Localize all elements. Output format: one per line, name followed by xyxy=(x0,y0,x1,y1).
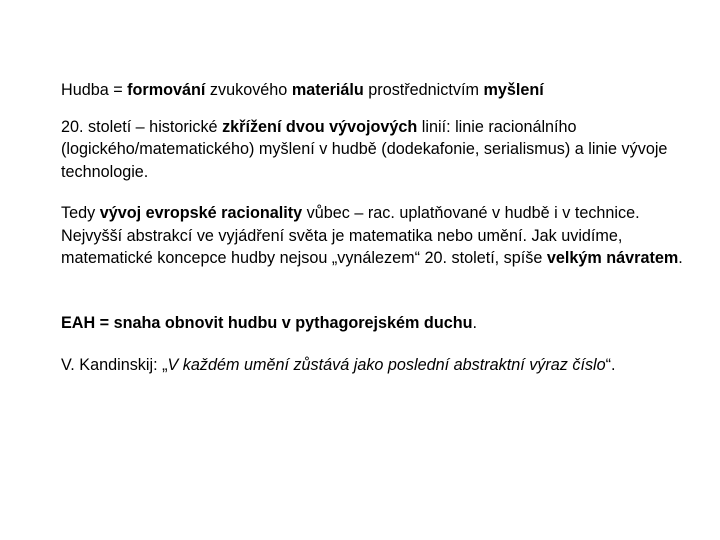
paragraph-european-rationality xyxy=(61,202,691,270)
text-run: 20. století – historické xyxy=(61,117,223,136)
text-run: V. Kandinskij: „ xyxy=(61,356,168,374)
emphasis-eah: EAH = snaha obnovit hudbu v pythagorejském duchu xyxy=(61,313,473,332)
emphasis-velkym-navratem: velkým návratem xyxy=(546,249,679,267)
paragraph-eah xyxy=(61,312,691,335)
quote-italic: V každém umění zůstává jako poslední abstraktní výraz číslo xyxy=(167,356,606,374)
text-run: Hudba = xyxy=(61,81,128,99)
text-run: . xyxy=(472,313,477,332)
slide-content xyxy=(61,79,691,377)
text-run: Tedy xyxy=(61,204,100,222)
text-run: vůbec – rac. uplatňované v hudbě i v technice. Nejvyšší abstrakcí ve vyjádření světa je matematika nebo umění. Jak uvidíme, matematické koncepce hudby nejsou „vynálezem“ 20. století, spíše xyxy=(61,204,640,267)
paragraph-music-definition xyxy=(61,79,691,102)
emphasis-mysleni: myšlení xyxy=(483,81,544,99)
paragraph-20th-century xyxy=(61,116,691,184)
emphasis-formovani: formování xyxy=(127,81,206,99)
paragraph-kandinsky-quote xyxy=(61,354,691,377)
emphasis-vyvoj-racionality: vývoj evropské racionality xyxy=(99,204,303,222)
text-run: . xyxy=(678,249,683,267)
emphasis-krizeni: zkřížení dvou vývojových xyxy=(222,117,418,136)
text-run: zvukového xyxy=(205,81,292,99)
text-run: “. xyxy=(605,356,616,374)
emphasis-materialu: materiálu xyxy=(291,81,364,99)
text-run: prostřednictvím xyxy=(363,81,484,99)
text-run: linií: linie racionálního (logického/matematického) myšlení v hudbě (dodekafonie, serialismus) a linie vývoje technologie. xyxy=(61,117,668,181)
